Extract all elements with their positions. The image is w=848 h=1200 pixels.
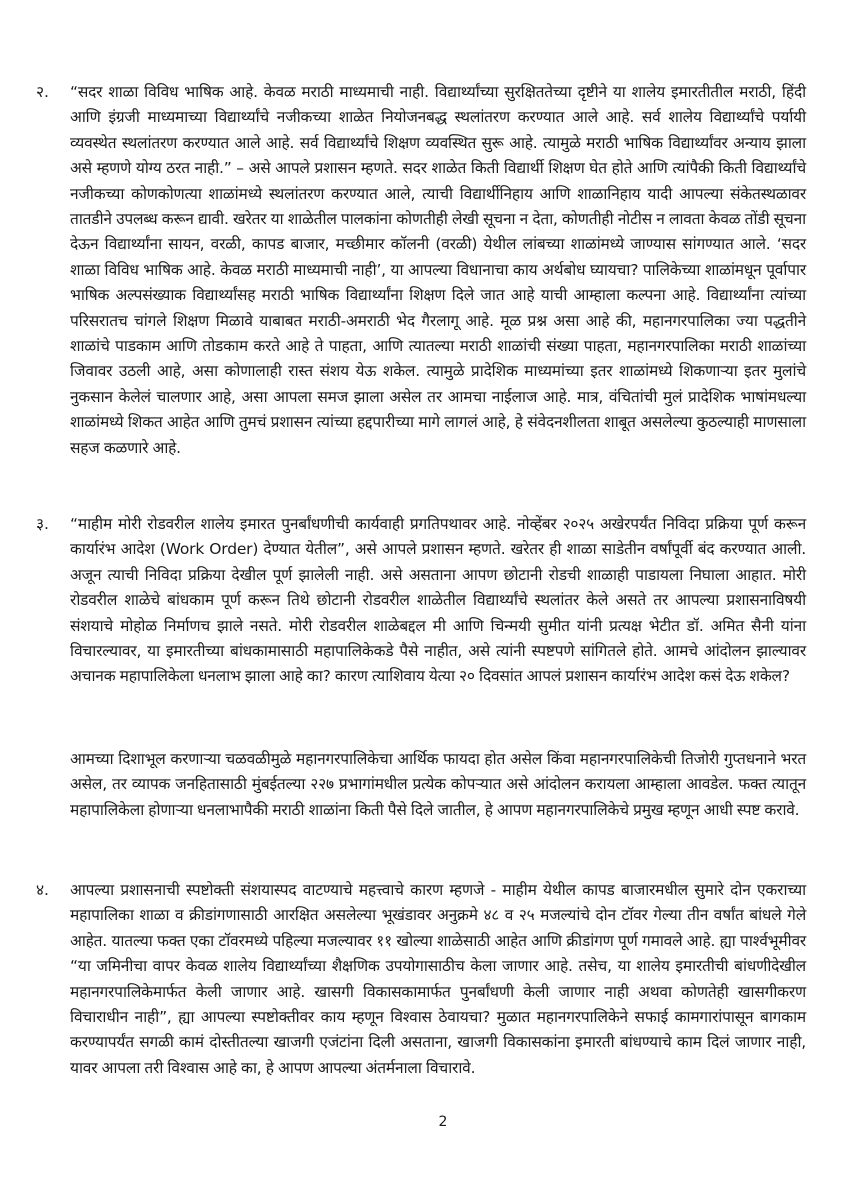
point-text: आपल्या प्रशासनाची स्पष्टोक्ती संशयास्पद वाटण्याचे महत्त्वाचे कारण म्हणजे - माहीम येथील कापड बाजारमधील सुमारे दोन एकराच्या महापालिका शाळा व क्रीडांगणासाठी आरक्षित असलेल्या भूखंडावर अनुक्रमे ४८ व २५ मजल्यांचे दोन टॉवर गेल्या तीन वर्षांत बांधले गेले आहेत. यातल्या फक्त एका टॉवरमध्ये पहिल्या मजल्यावर ११ खोल्या शाळेसाठी आहेत आणि क्रीडांगण पूर्ण गमावले आहे. ह्या पार्श्वभूमीवर “या जमिनीचा वापर केवळ शालेय विद्यार्थ्यांच्या शैक्षणिक उपयोगासाठीच केला जाणार आहे. तसेच, या शालेय इमारतीची बांधणीदेखील महानगरपालिकेमार्फत केली जाणार आहे. खासगी विकासकामार्फत पुनर्बांधणी केली जाणार नाही अथवा कोणतेही खासगीकरण विचाराधीन नाही”, ह्या आपल्या स्पष्टोक्तीवर काय म्हणून विश्वास ठेवायचा? मुळात महानगरपालिकेने सफाई कामगारांपासून बागकाम करण्यापर्यंत सगळी कामं दोस्तीतल्या खाजगी एजंटांना दिली असताना, खाजगी विकासकांना इमारती बांधण्याचे काम दिलं जाणार नाही, यावर आपला तरी विश्वास आहे का, हे आपण आपल्या अंतर्मनाला विचारावे. — [70, 881, 806, 1077]
point-number: ३. — [36, 515, 49, 533]
point-number: ४. — [36, 881, 49, 899]
point-number: २. — [36, 83, 49, 101]
point-text: “सदर शाळा विविध भाषिक आहे. केवळ मराठी माध्यमाची नाही. विद्यार्थ्यांच्या सुरक्षिततेच्या दृष्टीने या शालेय इमारतीतील मराठी, हिंदी आणि इंग्रजी माध्यमाच्या विद्यार्थ्यांचे नजीकच्या शाळेत नियोजनबद्ध स्थलांतरण करण्यात आले आहे. सर्व शालेय विद्यार्थ्यांचे पर्यायी व्यवस्थेत स्थलांतरण करण्यात आले आहे. सर्व विद्यार्थ्यांचे शिक्षण व्यवस्थित सुरू आहे. त्यामुळे मराठी भाषिक विद्यार्थ्यांवर अन्याय झाला असे म्हणणे योग्य ठरत नाही.” – असे आपले प्रशासन म्हणते. सदर शाळेत किती विद्यार्थी शिक्षण घेत होते आणि त्यांपैकी किती विद्यार्थ्यांचे नजीकच्या कोणकोणत्या शाळांमध्ये स्थलांतरण करण्यात आले, त्याची विद्यार्थीनिहाय आणि शाळानिहाय यादी आपल्या संकेतस्थळावर तातडीने उपलब्ध करून द्यावी. खरेतर या शाळेतील पालकांना कोणतीही लेखी सूचना न देता, कोणतीही नोटीस न लावता केवळ तोंडी सूचना देऊन विद्यार्थ्यांना सायन, वरळी, कापड बाजार, मच्छीमार कॉलनी (वरळी) येथील लांबच्या शाळांमध्ये जाण्यास सांगण्यात आले. ‘सदर शाळा विविध भाषिक आहे. केवळ मराठी माध्यमाची नाही’, या आपल्या विधानाचा काय अर्थबोध घ्यायचा? पालिकेच्या शाळांमधून पूर्वापार भाषिक अल्पसंख्याक विद्यार्थ्यांसह मराठी भाषिक विद्यार्थ्यांना शिक्षण दिले जात आहे याची आम्हाला कल्पना आहे. विद्यार्थ्यांना त्यांच्या परिसरातच चांगले शिक्षण मिळावे याबाबत मराठी-अमराठी भेद गैरलागू आहे. मूळ प्रश्न असा आहे की, महानगरपालिका ज्या पद्धतीने शाळांचे पाडकाम आणि तोडकाम करते आहे ते पाहता, आणि त्यातल्या मराठी शाळांची संख्या पाहता, महानगरपालिका मराठी शाळांच्या जिवावर उठली आहे, असा कोणालाही रास्त संशय येऊ शकेल. त्यामुळे प्रादेशिक माध्यमांच्या इतर शाळांमध्ये शिकणाऱ्या इतर मुलांचे नुकसान केलेलं चालणार आहे, असा आपला समज झाला असेल तर आमचा नाईलाज आहे. मात्र, वंचितांची मुलं प्रादेशिक भाषांमधल्या शाळांमध्ये शिकत आहेत आणि तुमचं प्रशासन त्यांच्या हद्दपारीच्या मागे लागलं आहे, हे संवेदनशीलता शाबूत असलेल्या कुठल्याही माणसाला सहज कळणारे आहे. — [70, 83, 806, 457]
page-number: 2 — [438, 1114, 448, 1130]
point-text: “माहीम मोरी रोडवरील शालेय इमारत पुनर्बांधणीची कार्यवाही प्रगतिपथावर आहे. नोव्हेंबर २०२५ अखेरपर्यंत निविदा प्रक्रिया पूर्ण करून कार्यारंभ आदेश (Work Order) देण्यात येतील”, असे आपले प्रशासन म्हणते. खरेतर ही शाळा साडेतीन वर्षांपूर्वी बंद करण्यात आली. अजून त्याची निविदा प्रक्रिया देखील पूर्ण झालेली नाही. असे असताना आपण छोटानी रोडची शाळाही पाडायला निघाला आहात. मोरी रोडवरील शाळेचे बांधकाम पूर्ण करून तिथे छोटानी रोडवरील शाळेतील विद्यार्थ्यांचे स्थलांतर केले असते तर आपल्या प्रशासनाविषयी संशयाचे मोहोळ निर्माणच झाले नसते. मोरी रोडवरील शाळेबद्दल मी आणि चिन्मयी सुमीत यांनी प्रत्यक्ष भेटीत डॉ. अमित सैनी यांना विचारल्यावर, या इमारतीच्या बांधकामासाठी महापालिकेकडे पैसे नाहीत, असे त्यांनी स्पष्टपणे सांगितले होते. आमचे आंदोलन झाल्यावर अचानक महापालिकेला धनलाभ झाला आहे का? कारण त्याशिवाय येत्या २० दिवसांत आपलं प्रशासन कार्यारंभ आदेश कसं देऊ शकेल? — [70, 515, 806, 686]
follow-up-paragraph: आमच्या दिशाभूल करणाऱ्या चळवळीमुळे महानगरपालिकेचा आर्थिक फायदा होत असेल किंवा महानगरपालिकेची तिजोरी गुप्तधनाने भरत असेल, तर व्यापक जनहितासाठी मुंबईतल्या २२७ प्रभागांमधील प्रत्येक कोपऱ्यात असे आंदोलन करायला आम्हाला आवडेल. फक्त त्यातून महापालिकेला होणाऱ्या धनलाभापैकी मराठी शाळांना किती पैसे दिले जातील, हे आपण महानगरपालिकेचे प्रमुख म्हणून आधी स्पष्ट करावे. — [70, 750, 806, 819]
